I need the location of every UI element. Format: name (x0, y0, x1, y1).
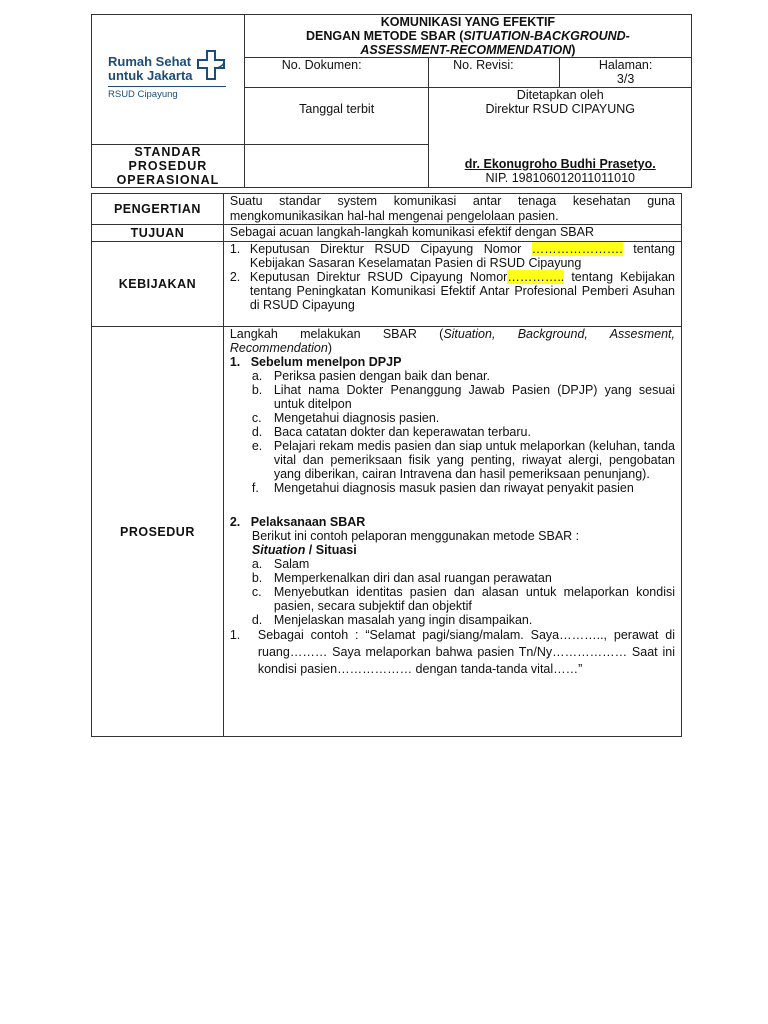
list-text: Mengetahui diagnosis masuk pasien dan riwayat penyakit pasien (273, 481, 634, 495)
logo-line-3: RSUD Cipayung (108, 89, 178, 100)
section2-item (252, 585, 675, 613)
issue-date-value-cell (244, 145, 429, 188)
section1-heading: 1. Sebelum menelpon DPJP (229, 355, 402, 369)
kebijakan-item-number: 1. (229, 242, 241, 256)
title-line-2 (245, 29, 691, 43)
list-text: Menyebutkan identitas pasien dan alasan untuk melaporkan kondisi pasien, secara subjektif dan objektif (273, 585, 675, 613)
kebijakan-item-text-after: tentang Kebijakan tentang Peningkatan Komunikasi Efektif Antar Profesional Pemberi Asuhan di RSUD Cipayung (249, 270, 675, 312)
prosedur-intro-suffix: ) (327, 341, 332, 355)
kebijakan-item (230, 270, 675, 312)
list-marker: e. (251, 439, 263, 453)
list-marker: d. (251, 613, 263, 627)
approval-cell (429, 88, 692, 188)
plus-cross-icon (282, 49, 320, 83)
situation-heading (252, 543, 675, 557)
kebijakan-item-number: 2. (229, 270, 241, 284)
section2-body (230, 529, 675, 627)
kebijakan-item-text (250, 242, 675, 270)
list-marker: b. (251, 571, 263, 585)
list-marker: f. (251, 481, 259, 495)
list-text: Baca catatan dokter dan keperawatan terbaru. (273, 425, 531, 439)
section1-item (252, 411, 675, 425)
section1-list (230, 369, 675, 495)
list-marker: a. (251, 369, 263, 383)
plus-cross-icon (196, 49, 230, 81)
doc-number-label: No. Dokumen: (281, 58, 362, 72)
list-marker: a. (251, 557, 263, 571)
kebijakan-item-text-after: tentang Kebijakan Sasaran Keselamatan Pasien di RSUD Cipayung (249, 242, 675, 270)
section1-item (252, 369, 675, 383)
title-line-1: KOMUNIKASI YANG EFEKTIF (380, 15, 556, 29)
revision-cell (429, 58, 560, 88)
example-item (230, 627, 675, 678)
prosedur-intro-prefix: Langkah melakukan SBAR ( (229, 327, 444, 341)
list-text: Mengetahui diagnosis pasien. (273, 411, 440, 425)
doc-number-cell (244, 58, 429, 88)
section2-item (252, 557, 675, 571)
logo-line-2: untuk Jakarta (108, 68, 193, 83)
section1-item (252, 425, 675, 439)
signatory-nip: NIP. 198106012011011010 (485, 171, 635, 185)
title-line-3-suffix: ) (571, 43, 576, 57)
page-cell (560, 58, 692, 88)
pengertian-content (223, 194, 681, 225)
issue-date-cell (244, 88, 429, 145)
prosedur-content (223, 327, 681, 737)
section2-intro: Berikut ini contoh pelaporan menggunakan metode SBAR : (251, 529, 580, 543)
title-line-2-prefix: DENGAN METODE SBAR ( (305, 29, 464, 43)
list-text: Pelajari rekam medis pasien dan siap untuk melaporkan (keluhan, tanda vital dan pemeriksaan fisik yang penting, riwayat alergi, pengobatan yang diberikan, cairan Intravena dan hasil pemeriksaan penunjang). (273, 439, 675, 481)
kebijakan-content (223, 242, 681, 327)
issue-date-label: Tanggal terbit (299, 102, 375, 116)
kebijakan-item-text-before: Keputusan Direktur RSUD Cipayung Nomor (249, 270, 508, 284)
section2-item (252, 571, 675, 585)
sop-body-table (91, 193, 682, 737)
logo-divider (108, 86, 226, 87)
prosedur-label: PROSEDUR (92, 327, 224, 737)
sop-label-cell (92, 145, 245, 188)
title-line-2-italic: SITUATION-BACKGROUND- (463, 29, 630, 43)
kebijakan-number-placeholder: ………….. (507, 270, 565, 284)
sop-header-table (91, 14, 692, 188)
page-label: Halaman: (598, 58, 653, 72)
section1-item (252, 481, 675, 495)
example-text: Sebagai contoh : “Selamat pagi/siang/malam. Saya……….., perawat di ruang……… Saya melaporkan bahwa pasien Tn/Ny……………… Saat ini kondisi pasien……………… dengan tanda-tanda vital……” (257, 628, 675, 676)
sop-line-1: STANDAR (134, 145, 202, 159)
situation-italic: Situation (251, 543, 306, 557)
tujuan-content (223, 225, 681, 242)
prosedur-intro-italic: Situation, Background, Assesment, Recommendation (229, 327, 676, 355)
tujuan-label: TUJUAN (92, 225, 224, 242)
list-marker: d. (251, 425, 263, 439)
pengertian-text: Suatu standar system komunikasi antar tenaga kesehatan guna mengkomunikasikan hal-hal mengenai pengelolaan pasien. (229, 194, 675, 223)
kebijakan-item-text (250, 270, 675, 312)
section1-item (252, 383, 675, 411)
logo-line-1: Rumah Sehat (108, 54, 192, 69)
prosedur-intro (230, 327, 675, 355)
signatory-name: dr. Ekonugroho Budhi Prasetyo. (464, 157, 656, 171)
list-text: Lihat nama Dokter Penanggung Jawab Pasien (DPJP) yang sesuai untuk ditelpon (273, 383, 675, 411)
list-text: Salam (273, 557, 310, 571)
list-marker: b. (251, 383, 263, 397)
tujuan-text: Sebagai acuan langkah-langkah komunikasi efektif dengan SBAR (229, 225, 594, 239)
page-value: 3/3 (616, 72, 635, 86)
set-by-line-2: Direktur RSUD CIPAYUNG (485, 102, 636, 116)
section2-heading: 2. Pelaksanaan SBAR (229, 515, 366, 529)
situation-rest: / Situasi (305, 543, 357, 557)
section2-item (252, 613, 675, 627)
revision-label: No. Revisi: (453, 58, 514, 72)
kebijakan-item (230, 242, 675, 270)
list-marker: c. (251, 585, 262, 599)
kebijakan-item-text-before: Keputusan Direktur RSUD Cipayung Nomor (249, 242, 532, 256)
list-text: Periksa pasien dengan baik dan benar. (273, 369, 490, 383)
section1-item (252, 439, 675, 481)
list-marker: c. (251, 411, 262, 425)
kebijakan-number-placeholder: …………………. (531, 242, 623, 256)
list-text: Memperkenalkan diri dan asal ruangan perawatan (273, 571, 552, 585)
sop-line-2: PROSEDUR (128, 159, 208, 173)
sop-line-3: OPERASIONAL (116, 173, 220, 187)
kebijakan-label: KEBIJAKAN (92, 242, 224, 327)
set-by-line-1: Ditetapkan oleh (516, 88, 604, 102)
example-number: 1. (229, 628, 241, 642)
pengertian-label: PENGERTIAN (92, 194, 224, 225)
logo-cell (92, 15, 245, 145)
title-line-3-italic: ASSESSMENT-RECOMMENDATION (360, 43, 572, 57)
list-text: Menjelaskan masalah yang ingin disampaikan. (273, 613, 533, 627)
